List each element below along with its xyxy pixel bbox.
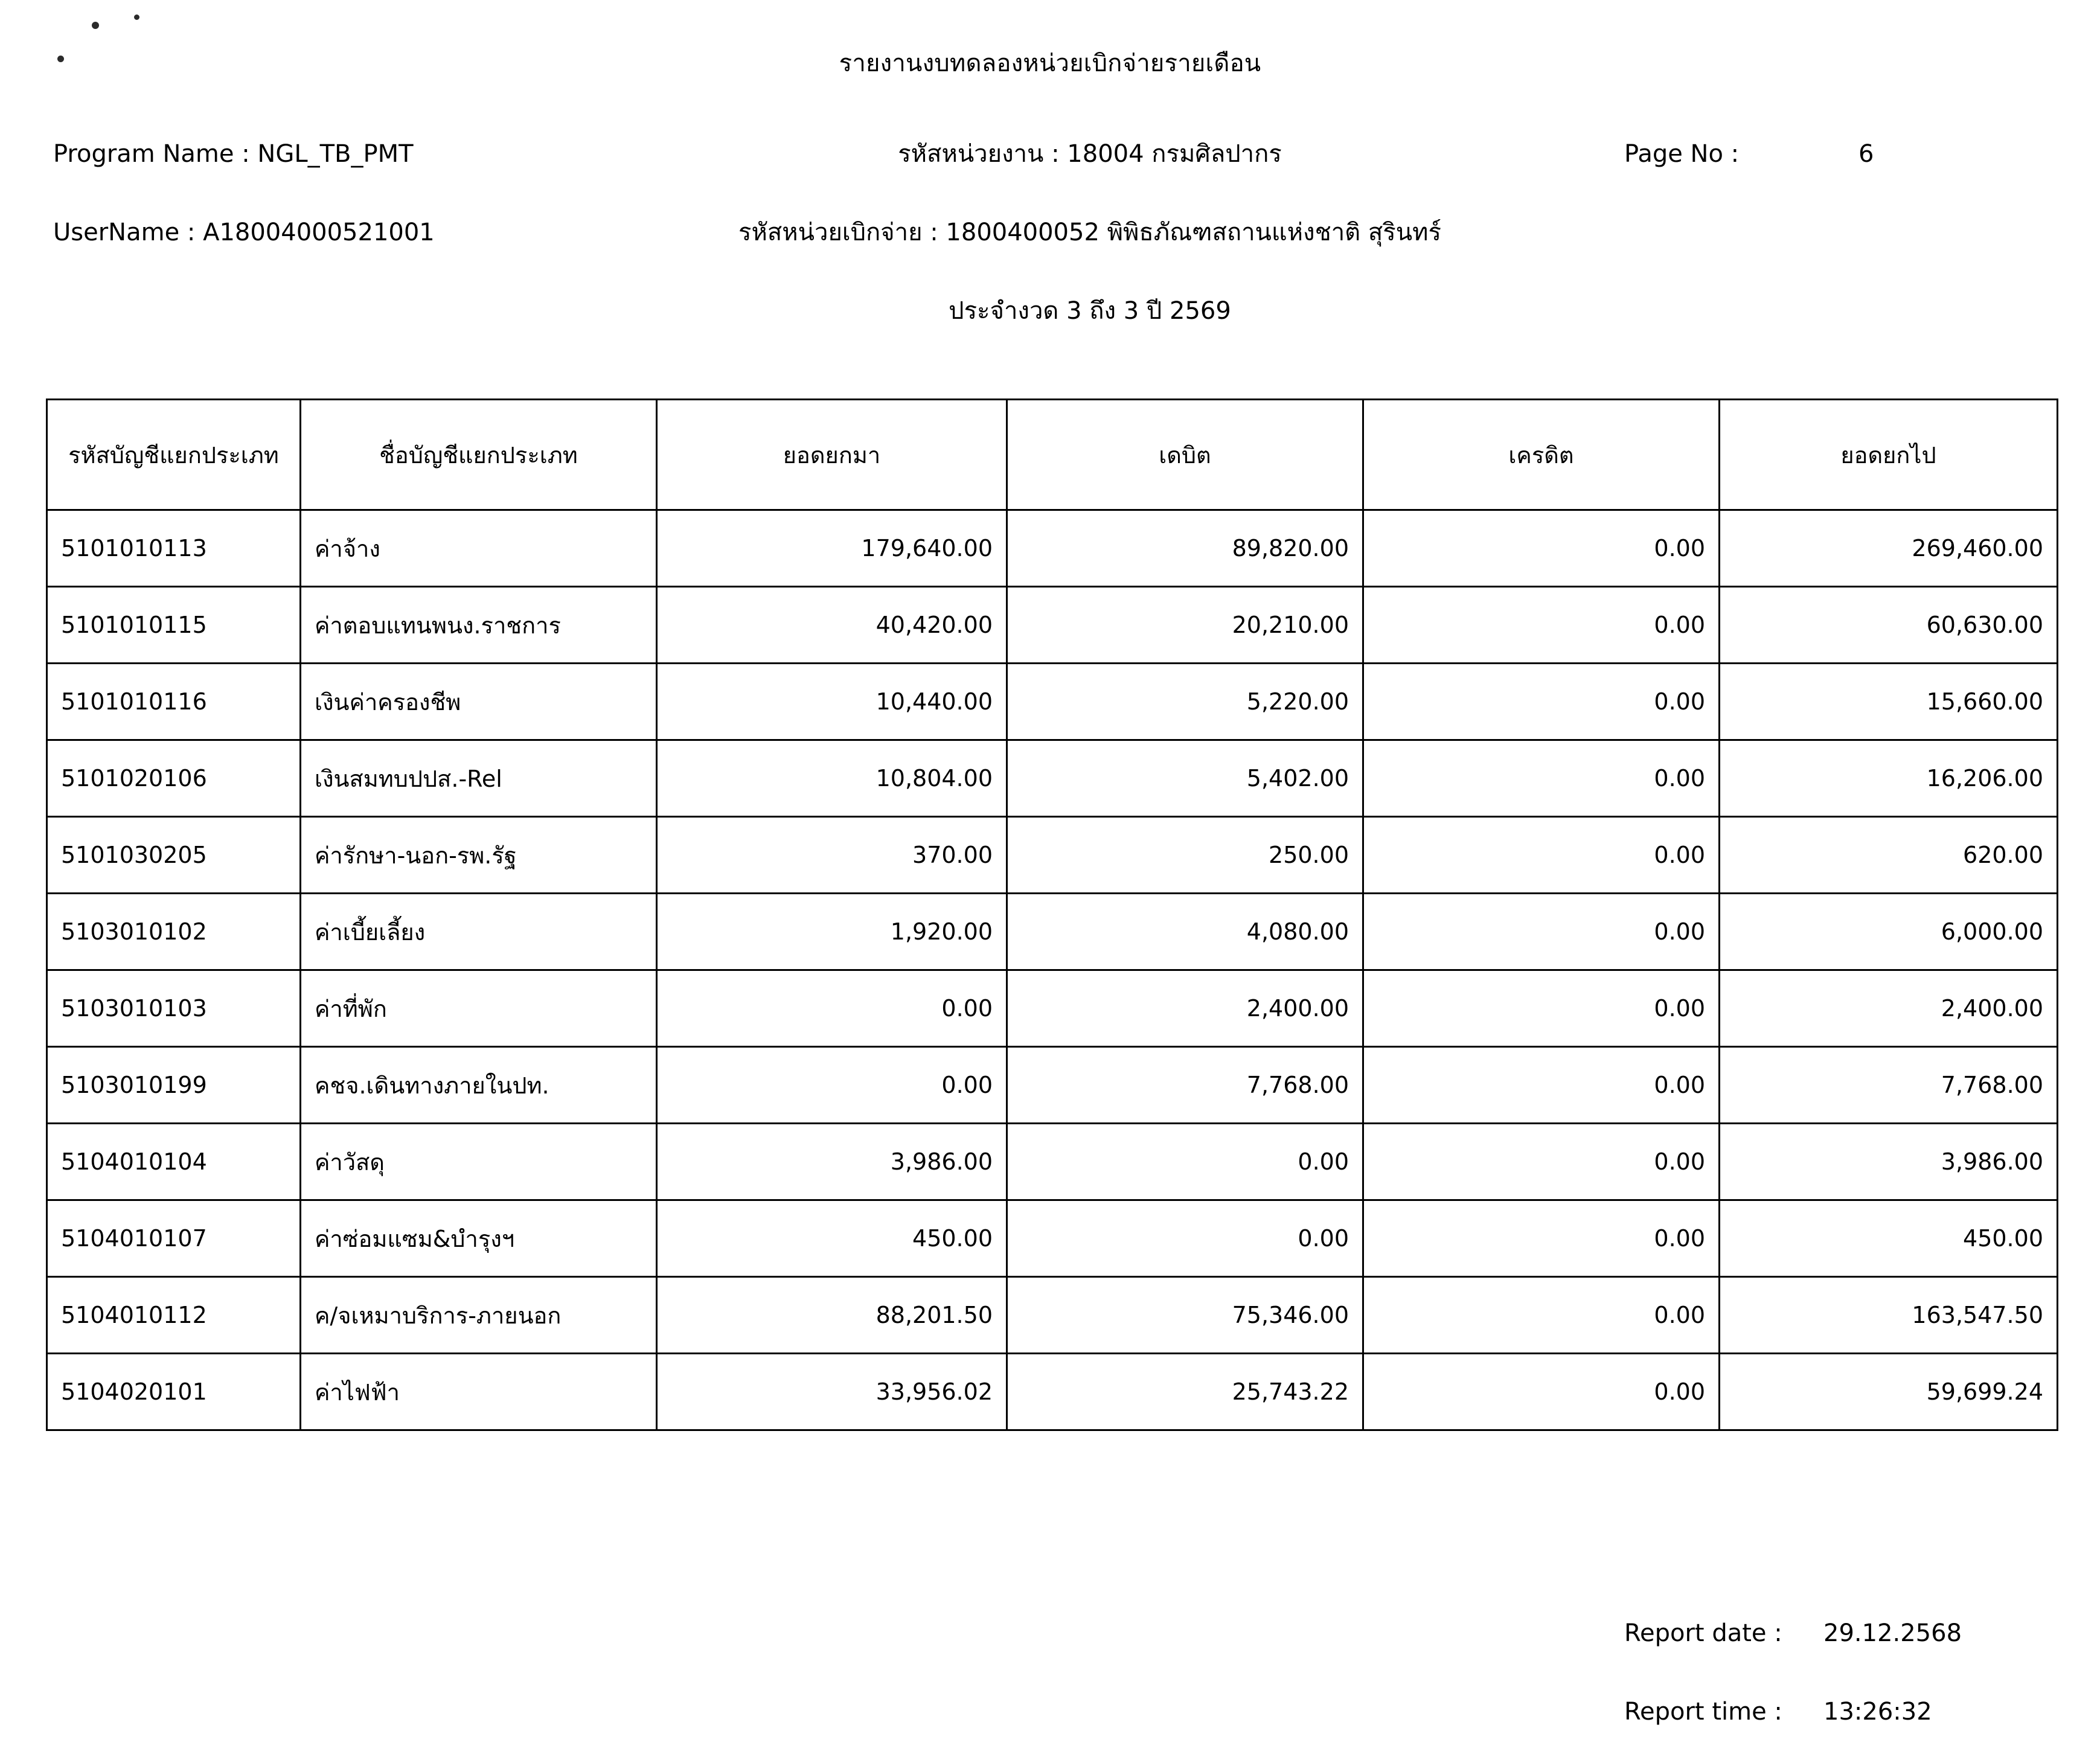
cell-account-name: เงินค่าครองชีพ [301, 664, 657, 740]
cell-forward: 10,804.00 [657, 740, 1007, 817]
cell-credit: 0.00 [1363, 1124, 1720, 1200]
cell-balance: 269,460.00 [1720, 510, 2058, 587]
cell-debit: 5,402.00 [1007, 740, 1363, 817]
cell-balance: 163,547.50 [1720, 1277, 2058, 1354]
user-name: UserName : A18004000521001 [53, 219, 435, 246]
program-name: Program Name : NGL_TB_PMT [53, 140, 414, 168]
header-left-block [53, 115, 435, 272]
cell-forward: 0.00 [657, 970, 1007, 1047]
col-header-account-name: ชื่อบัญชีแยกประเภท [301, 400, 657, 510]
cell-account-name: ค่าวัสดุ [301, 1124, 657, 1200]
table-header-row [47, 400, 2058, 510]
cell-balance: 620.00 [1720, 817, 2058, 894]
report-title: รายงานงบทดลองหน่วยเบิกจ่ายรายเดือน [839, 50, 1261, 77]
cell-account-name: ค่าที่พัก [301, 970, 657, 1047]
cell-account-name: ค/จเหมาบริการ-ภายนอก [301, 1277, 657, 1354]
cell-account-name: ค่าเบี้ยเลี้ยง [301, 894, 657, 970]
cell-balance: 15,660.00 [1720, 664, 2058, 740]
cell-credit: 0.00 [1363, 1354, 1720, 1430]
cell-balance: 59,699.24 [1720, 1354, 2058, 1430]
col-header-credit: เครดิต [1363, 400, 1720, 510]
cell-account-code: 5104010112 [47, 1277, 301, 1354]
cell-account-name: ค่าจ้าง [301, 510, 657, 587]
report-date-row [1624, 1594, 2100, 1673]
cell-account-code: 5101010113 [47, 510, 301, 587]
cell-account-name: ค่าซ่อมแซม&บำรุงฯ [301, 1200, 657, 1277]
cell-debit: 0.00 [1007, 1124, 1363, 1200]
table-row [47, 1277, 2058, 1354]
cell-forward: 10,440.00 [657, 664, 1007, 740]
cell-debit: 7,768.00 [1007, 1047, 1363, 1124]
cell-credit: 0.00 [1363, 1047, 1720, 1124]
cell-debit: 75,346.00 [1007, 1277, 1363, 1354]
cell-account-name: ค่าไฟฟ้า [301, 1354, 657, 1430]
table-row [47, 510, 2058, 587]
period-line: ประจำงวด 3 ถึง 3 ปี 2569 [949, 297, 1231, 325]
cell-debit: 25,743.22 [1007, 1354, 1363, 1430]
agency-code-line: รหัสหน่วยงาน : 18004 กรมศิลปากร [898, 140, 1282, 168]
cell-credit: 0.00 [1363, 510, 1720, 587]
cell-debit: 2,400.00 [1007, 970, 1363, 1047]
scan-speck [92, 22, 99, 29]
report-date-value: 29.12.2568 [1823, 1619, 1962, 1647]
cell-account-code: 5101010116 [47, 664, 301, 740]
cell-forward: 179,640.00 [657, 510, 1007, 587]
cell-credit: 0.00 [1363, 740, 1720, 817]
cell-account-code: 5103010103 [47, 970, 301, 1047]
cell-account-code: 5101030205 [47, 817, 301, 894]
table-row [47, 1200, 2058, 1277]
cell-balance: 3,986.00 [1720, 1124, 2058, 1200]
report-time-row [1624, 1673, 2100, 1751]
cell-account-code: 5101020106 [47, 740, 301, 817]
cell-debit: 0.00 [1007, 1200, 1363, 1277]
col-header-balance: ยอดยกไป [1720, 400, 2058, 510]
cell-credit: 0.00 [1363, 1200, 1720, 1277]
col-header-debit: เดบิต [1007, 400, 1363, 510]
cell-balance: 450.00 [1720, 1200, 2058, 1277]
table-row [47, 587, 2058, 664]
cell-forward: 40,420.00 [657, 587, 1007, 664]
cell-account-code: 5103010199 [47, 1047, 301, 1124]
report-time-label: Report time : [1624, 1698, 1782, 1726]
cell-forward: 3,986.00 [657, 1124, 1007, 1200]
table-row [47, 817, 2058, 894]
cell-forward: 0.00 [657, 1047, 1007, 1124]
cell-balance: 6,000.00 [1720, 894, 2058, 970]
cell-debit: 89,820.00 [1007, 510, 1363, 587]
cell-debit: 250.00 [1007, 817, 1363, 894]
cell-credit: 0.00 [1363, 894, 1720, 970]
cell-account-code: 5101010115 [47, 587, 301, 664]
page-no-label: Page No : [1624, 140, 1740, 168]
table-body [47, 510, 2058, 1430]
table-row [47, 970, 2058, 1047]
cell-account-name: ค่ารักษา-นอก-รพ.รัฐ [301, 817, 657, 894]
cell-forward: 1,920.00 [657, 894, 1007, 970]
cell-debit: 5,220.00 [1007, 664, 1363, 740]
table-row [47, 740, 2058, 817]
cell-forward: 450.00 [657, 1200, 1007, 1277]
cell-forward: 33,956.02 [657, 1354, 1007, 1430]
trial-balance-table [46, 399, 2058, 1431]
table-row [47, 1124, 2058, 1200]
cell-balance: 7,768.00 [1720, 1047, 2058, 1124]
cell-credit: 0.00 [1363, 970, 1720, 1047]
cell-forward: 88,201.50 [657, 1277, 1007, 1354]
report-date-label: Report date : [1624, 1619, 1782, 1647]
header-center-block [682, 115, 1497, 350]
cell-account-code: 5103010102 [47, 894, 301, 970]
cell-credit: 0.00 [1363, 817, 1720, 894]
report-time-value: 13:26:32 [1823, 1698, 1932, 1726]
cell-credit: 0.00 [1363, 664, 1720, 740]
cell-account-name: ค่าตอบแทนพนง.ราชการ [301, 587, 657, 664]
scan-speck [134, 14, 139, 20]
cell-account-code: 5104010107 [47, 1200, 301, 1277]
cell-account-name: คชจ.เดินทางภายในปท. [301, 1047, 657, 1124]
col-header-account-code: รหัสบัญชีแยกประเภท [47, 400, 301, 510]
cell-balance: 60,630.00 [1720, 587, 2058, 664]
cell-balance: 16,206.00 [1720, 740, 2058, 817]
cell-debit: 20,210.00 [1007, 587, 1363, 664]
cell-balance: 2,400.00 [1720, 970, 2058, 1047]
col-header-forward: ยอดยกมา [657, 400, 1007, 510]
cell-forward: 370.00 [657, 817, 1007, 894]
table-row [47, 1047, 2058, 1124]
disbursement-unit-line: รหัสหน่วยเบิกจ่าย : 1800400052 พิพิธภัณฑสถานแห่งชาติ สุรินทร์ [738, 219, 1441, 246]
table-row [47, 664, 2058, 740]
cell-credit: 0.00 [1363, 1277, 1720, 1354]
cell-debit: 4,080.00 [1007, 894, 1363, 970]
cell-account-code: 5104020101 [47, 1354, 301, 1430]
page-no-value: 6 [1858, 140, 1874, 168]
cell-account-name: เงินสมทบปปส.-Rel [301, 740, 657, 817]
table-row [47, 1354, 2058, 1430]
cell-credit: 0.00 [1363, 587, 1720, 664]
table-row [47, 894, 2058, 970]
cell-account-code: 5104010104 [47, 1124, 301, 1200]
